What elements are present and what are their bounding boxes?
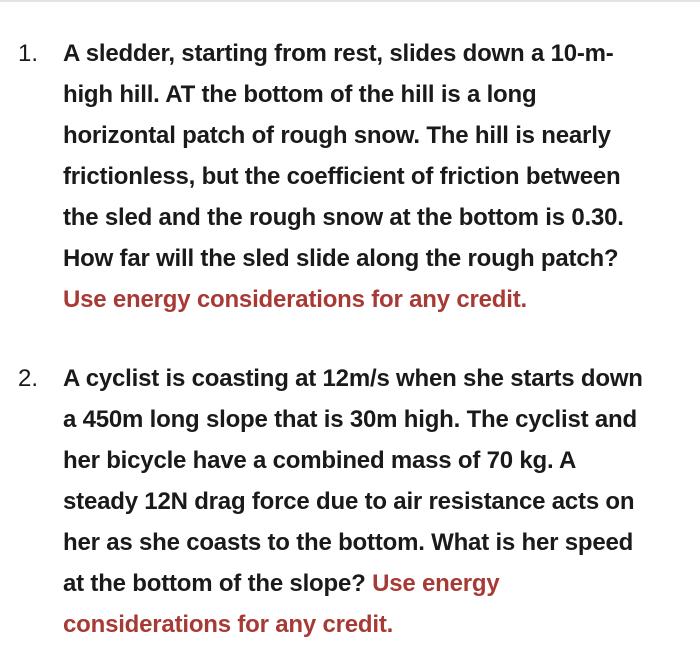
credit-note: Use energy considerations for any credit. (63, 286, 527, 313)
problem-text-line: horizontal patch of rough snow. The hill is nearly (63, 122, 611, 149)
problem-text-line: frictionless, but the coefficient of friction between (63, 163, 621, 190)
problem-text (63, 358, 691, 645)
problem-text-line: steady 12N drag force due to air resistance acts on (63, 488, 635, 515)
problem-text-line: her bicycle have a combined mass of 70 kg. A (63, 447, 577, 474)
problem-text-line: How far will the sled slide along the rough patch? (63, 245, 619, 272)
top-divider (0, 0, 700, 2)
credit-note: Use energy (372, 570, 500, 597)
problem-text-fragment: at the bottom of the slope? (63, 570, 366, 597)
credit-note-continued: considerations for any credit. (63, 611, 394, 638)
problem-text-line: A sledder, starting from rest, slides down a 10-m- (63, 40, 614, 67)
problem-text-line: a 450m long slope that is 30m high. The cyclist and (63, 406, 637, 433)
problem-text-line: her as she coasts to the bottom. What is her speed (63, 529, 634, 556)
problem-number: 1. (18, 40, 39, 67)
problem-text (63, 33, 691, 320)
problem-text-line: high hill. AT the bottom of the hill is a long (63, 81, 537, 108)
problem-text-line: A cyclist is coasting at 12m/s when she starts down (63, 365, 643, 392)
problem-text-line-with-credit (63, 563, 691, 604)
problem-text-line: the sled and the rough snow at the bottom is 0.30. (63, 204, 624, 231)
problem-number: 2. (18, 365, 39, 392)
